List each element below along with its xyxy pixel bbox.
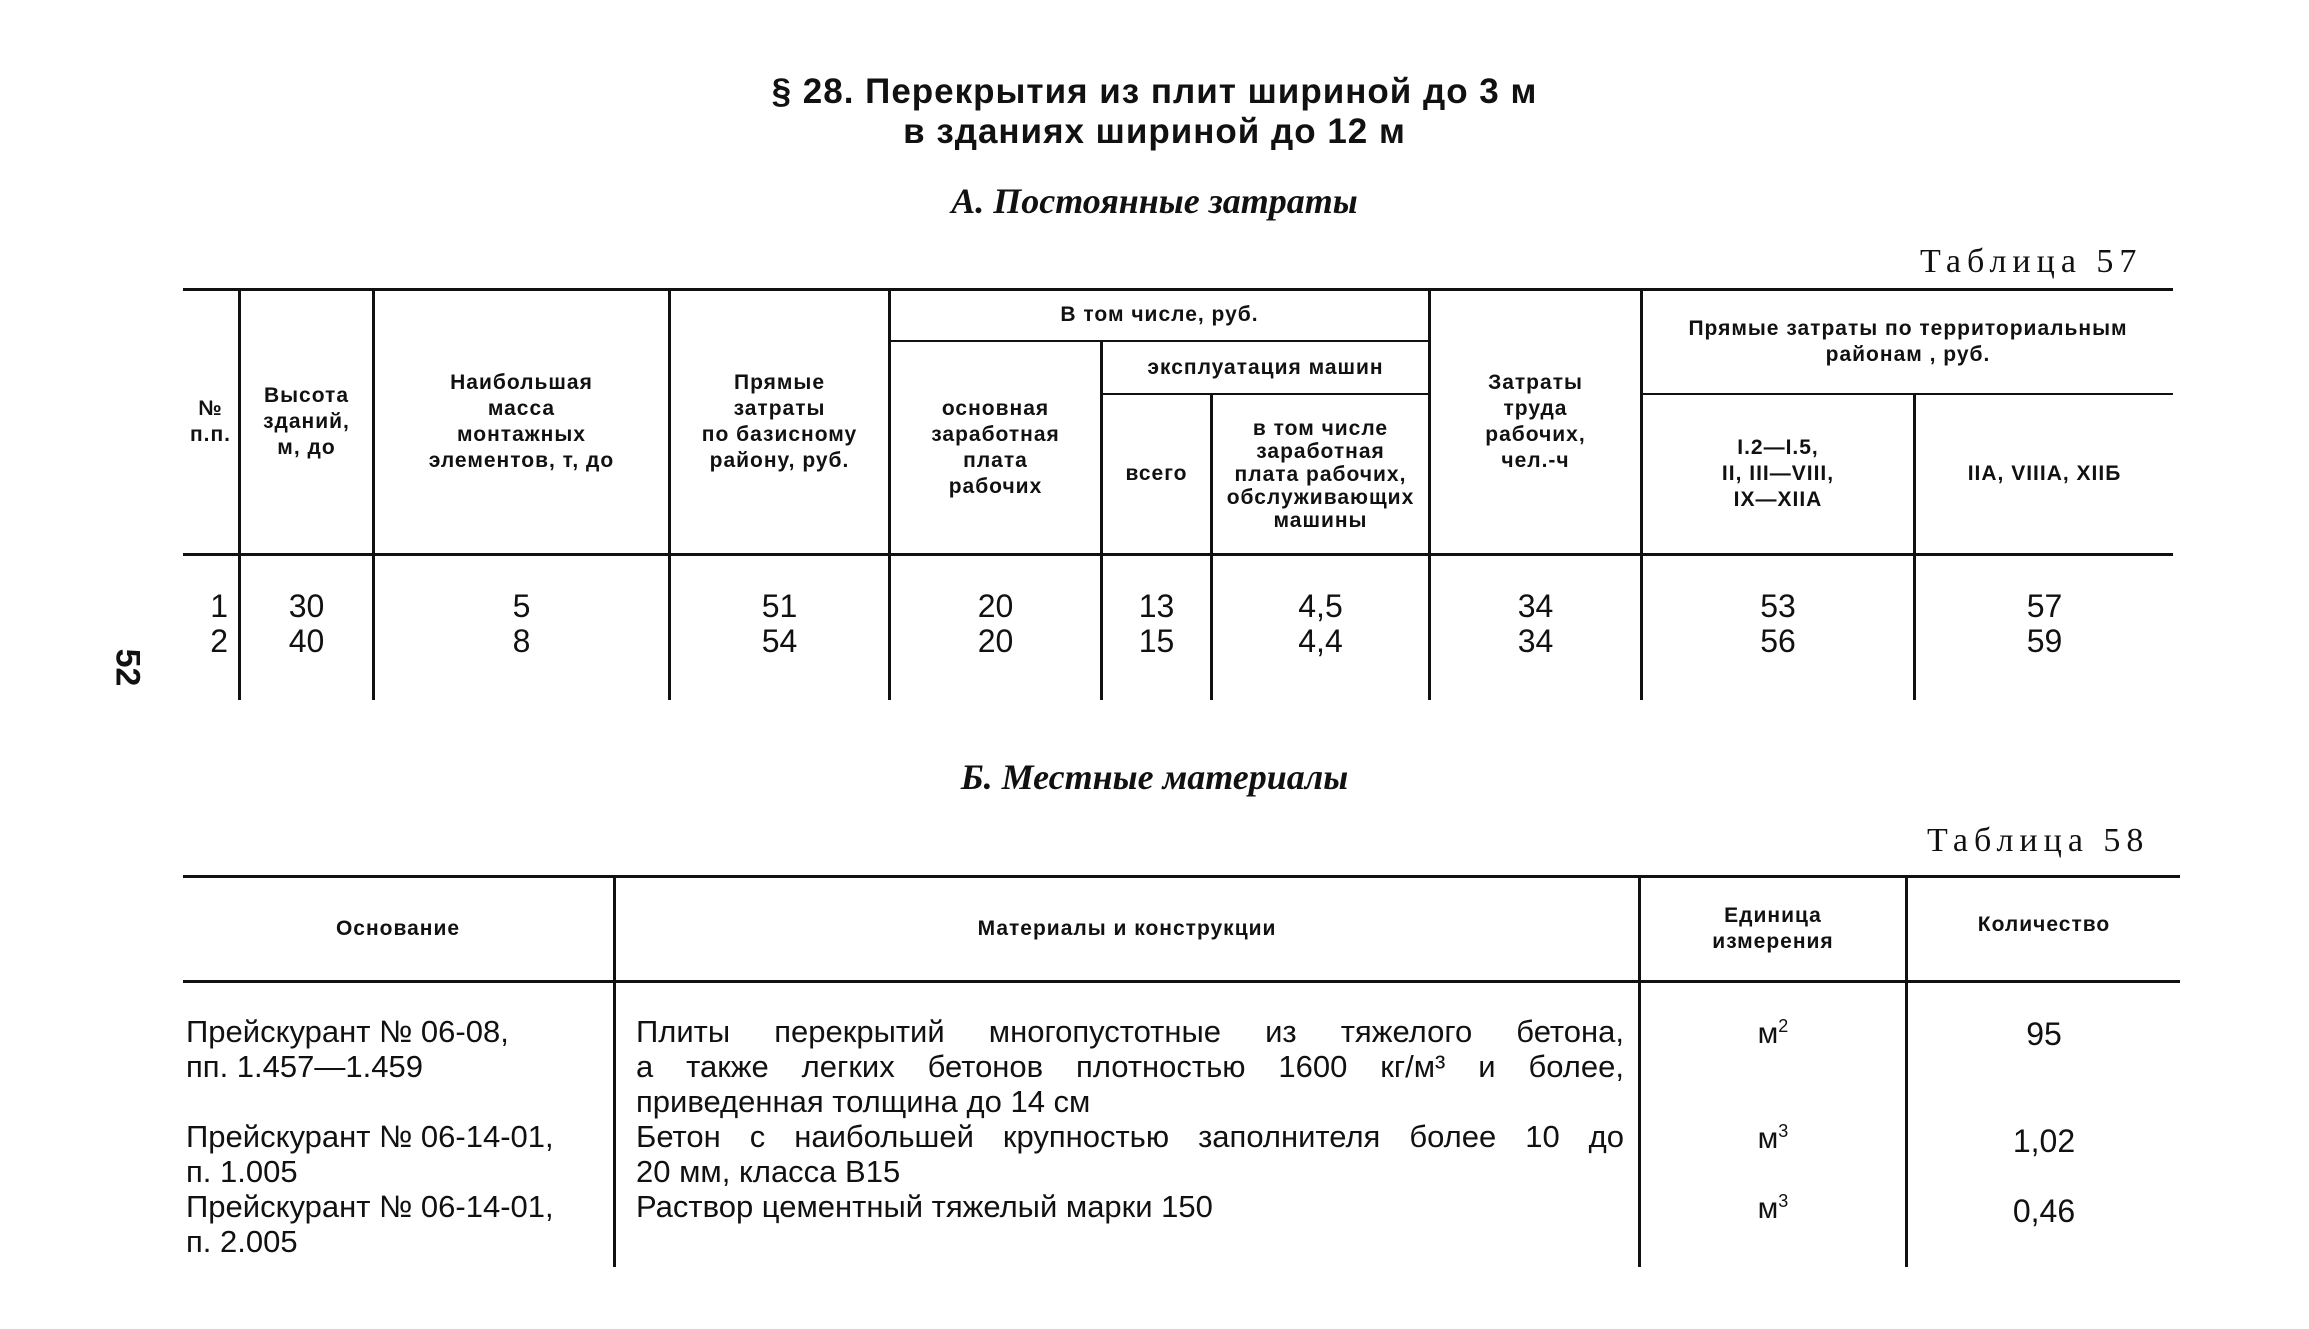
- cell-direct: 51: [761, 588, 798, 624]
- cell-region-2: 59: [2026, 623, 2063, 659]
- cell-basis: Прейскурант № 06-08, пп. 1.457—1.459: [186, 1014, 509, 1084]
- cell-basis: Прейскурант № 06-14-01, п. 2.005: [186, 1189, 554, 1259]
- cell-unit: $м^3$: [1757, 1191, 1789, 1225]
- header-mass: Наибольшая масса монтажных элементов, т, до: [428, 370, 615, 472]
- cell-height: 40: [288, 623, 325, 659]
- cell-materials: Бетон с наибольшей крупностью заполнителя более 10 до 20 мм, класса B15: [636, 1119, 1624, 1189]
- header-quantity: Количество: [1977, 913, 2111, 936]
- section-title: [0, 72, 2309, 152]
- section-title-line-2: в зданиях шириной до 12 м: [903, 112, 1406, 151]
- header-region-2: IIA, VIIIA, XIIБ: [1967, 462, 2122, 485]
- header-height: Высота зданий, м, до: [263, 383, 350, 459]
- cell-mass: 8: [512, 623, 531, 659]
- header-basis: Основание: [335, 916, 461, 940]
- table-57-label: Таблица 57: [1920, 243, 2143, 280]
- cell-machine-wage: 4,5: [1298, 588, 1343, 624]
- part-a-subtitle: А. Постоянные затраты: [951, 181, 1358, 221]
- cell-num: 2: [210, 623, 228, 659]
- page-number: 52: [108, 648, 147, 687]
- cell-region-2: 57: [2026, 588, 2063, 624]
- table-58-header-bottom-rule: [183, 980, 2180, 983]
- header-region-1: I.2—I.5, II, III—VIII, IX—XIIA: [1721, 436, 1835, 511]
- cell-mass: 5: [512, 588, 531, 624]
- header-unit: Единица измерения: [1712, 903, 1834, 953]
- cell-base-wage: 20: [977, 623, 1014, 659]
- section-title-line-1: § 28. Перекрытия из плит шириной до 3 м: [771, 72, 1538, 111]
- cell-basis: Прейскурант № 06-14-01, п. 1.005: [186, 1119, 554, 1189]
- cell-materials: Раствор цементный тяжелый марки 150: [636, 1189, 1213, 1224]
- header-num: № п.п.: [189, 396, 232, 446]
- header-incl-group: В том числе, руб.: [1060, 303, 1259, 326]
- header-machine-wage: в том числе заработная плата рабочих, обслуживающих машины: [1226, 416, 1415, 532]
- cell-region-1: 53: [1760, 588, 1796, 624]
- header-base-wage: основная заработная плата рабочих: [931, 396, 1060, 498]
- cell-unit: $м^3$: [1757, 1121, 1789, 1155]
- header-labor: Затраты труда рабочих, чел.-ч: [1485, 370, 1586, 472]
- cell-direct: 54: [761, 623, 798, 659]
- table-57-header-bottom-rule: [183, 553, 2173, 556]
- cell-height: 30: [288, 588, 325, 624]
- cell-quantity: 95: [2026, 1016, 2062, 1052]
- cell-base-wage: 20: [977, 588, 1014, 624]
- cell-labor: 34: [1517, 623, 1554, 659]
- part-b-subtitle: Б. Местные материалы: [960, 757, 1349, 797]
- cell-machine-wage: 4,4: [1298, 623, 1343, 659]
- cell-materials: Плиты перекрытий многопустотные из тяжелого бетона, а также легких бетонов плотностью 1600 кг/м³ и более, приведенная толщина до 14 см: [636, 1014, 1624, 1119]
- cell-quantity: 1,02: [2012, 1123, 2076, 1159]
- cell-labor: 34: [1517, 588, 1554, 624]
- header-machine-total: всего: [1125, 462, 1188, 485]
- header-machine-group: эксплуатация машин: [1147, 355, 1384, 379]
- cell-quantity: 0,46: [2012, 1193, 2076, 1229]
- cell-num: 1: [210, 588, 228, 624]
- header-materials: Материалы и конструкции: [977, 916, 1277, 940]
- cell-region-1: 56: [1760, 623, 1796, 659]
- header-regional-group: Прямые затраты по территориальным районам , руб.: [1688, 316, 2128, 366]
- cell-unit: $м^2$: [1757, 1016, 1789, 1050]
- table-58-label: Таблица 58: [1927, 822, 2150, 859]
- cell-machine-total: 15: [1138, 623, 1175, 659]
- header-direct-costs: Прямые затраты по базисному району, руб.: [701, 370, 858, 472]
- cell-machine-total: 13: [1138, 588, 1175, 624]
